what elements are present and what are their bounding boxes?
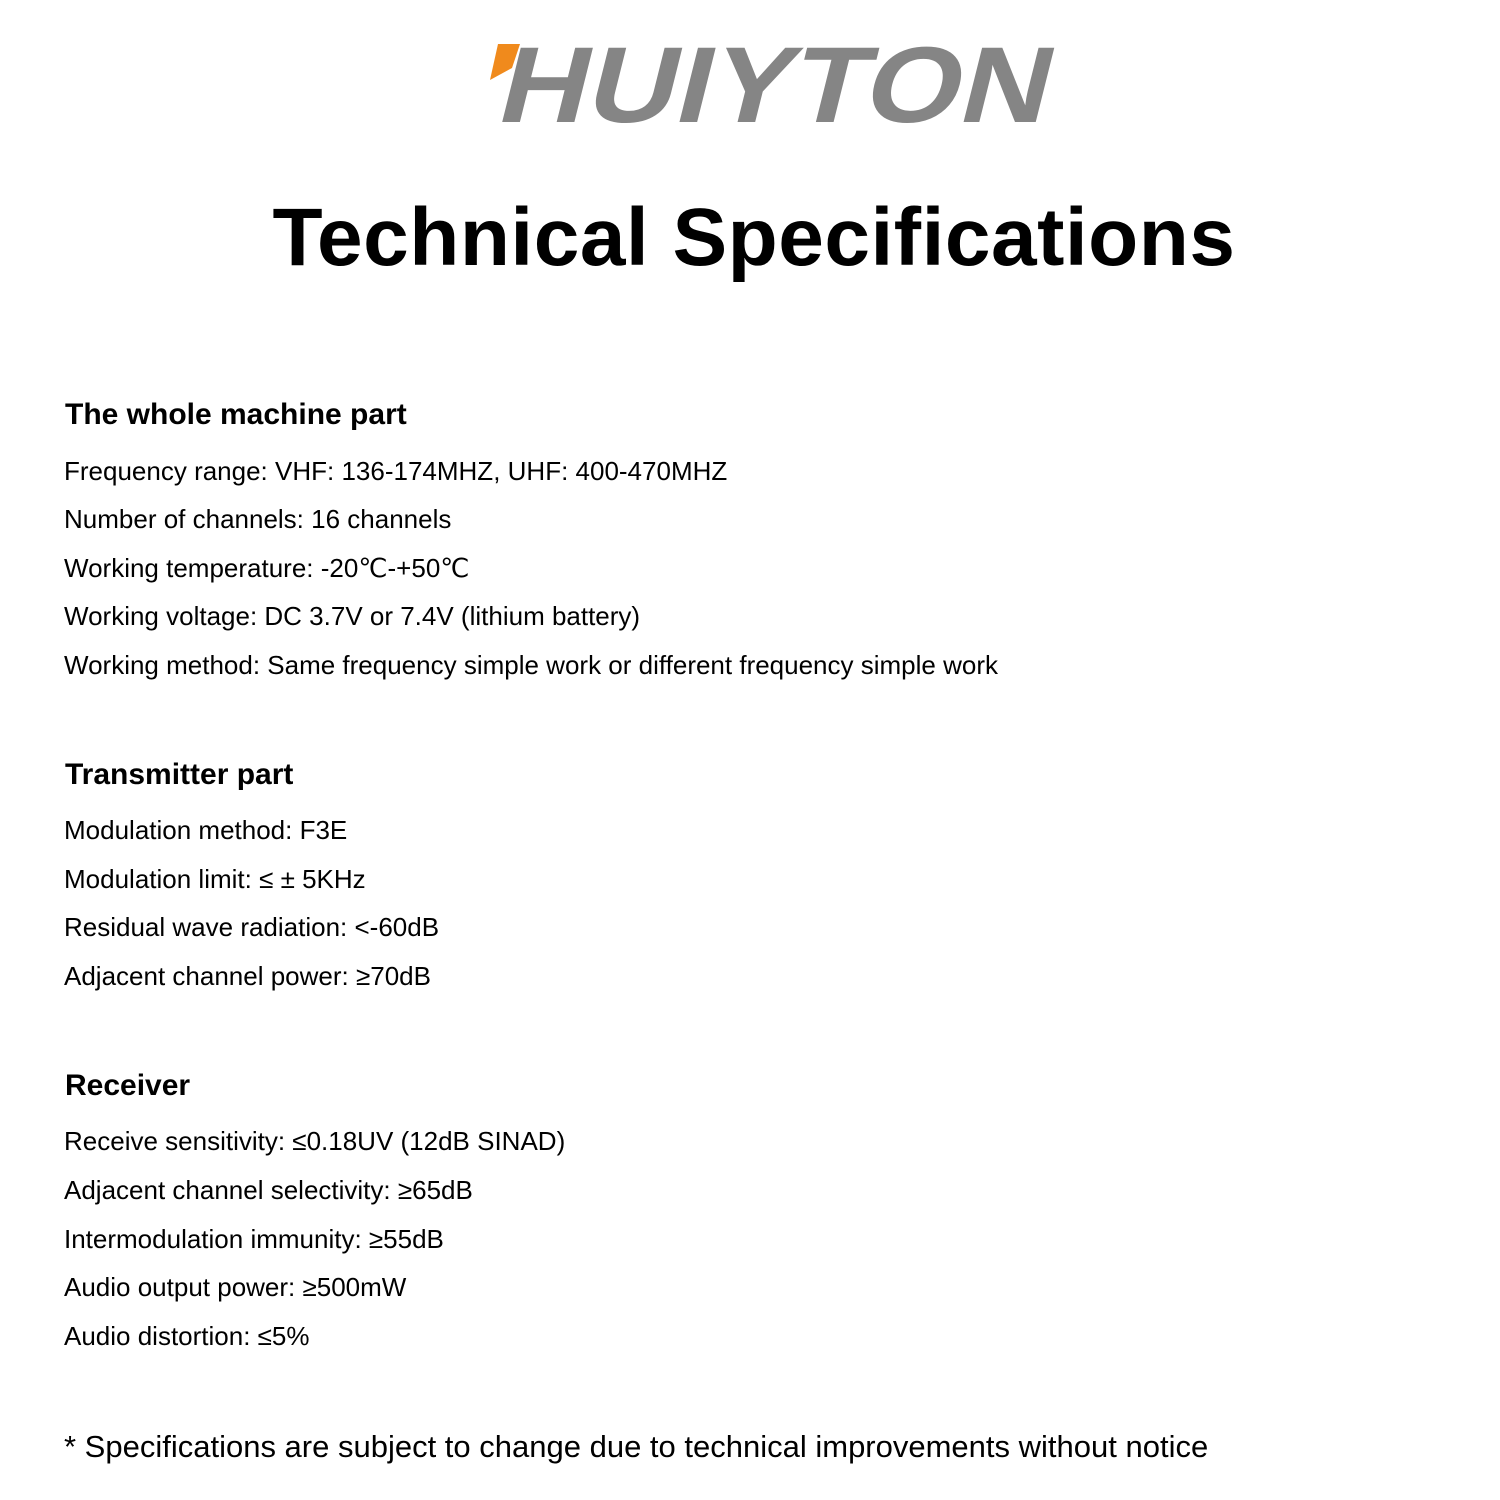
section-heading: The whole machine part — [65, 398, 407, 431]
spec-line: Frequency range: VHF: 136-174MHZ, UHF: 400-470MHZ — [64, 456, 728, 486]
page-title: Technical Specifications — [272, 192, 1236, 283]
spec-line: Adjacent channel power: ≥70dB — [64, 961, 431, 991]
huiyton-logo — [470, 30, 1060, 140]
section-heading: Receiver — [65, 1069, 191, 1102]
spec-line: Working temperature: -20℃-+50℃ — [64, 553, 470, 583]
spec-line: Receive sensitivity: ≤0.18UV (12dB SINAD) — [64, 1126, 566, 1156]
spec-line: Working method: Same frequency simple work or different frequency simple work — [64, 650, 998, 680]
svg-text:HUIYTON: HUIYTON — [488, 30, 1003, 140]
spec-line: Working voltage: DC 3.7V or 7.4V (lithium battery) — [64, 601, 641, 631]
section-heading: Transmitter part — [65, 758, 294, 791]
spec-line: Audio distortion: ≤5% — [64, 1321, 310, 1351]
spec-line: Residual wave radiation: <-60dB — [64, 912, 440, 942]
spec-line: Number of channels: 16 channels — [64, 504, 452, 534]
spec-line: Audio output power: ≥500mW — [64, 1272, 407, 1302]
spec-line: Modulation method: F3E — [64, 815, 348, 845]
spec-line: Modulation limit: ≤ ± 5KHz — [64, 864, 366, 894]
footnote: * Specifications are subject to change due to technical improvements without notice — [64, 1429, 1209, 1464]
spec-line: Intermodulation immunity: ≥55dB — [64, 1224, 444, 1254]
spec-line: Adjacent channel selectivity: ≥65dB — [64, 1175, 473, 1205]
